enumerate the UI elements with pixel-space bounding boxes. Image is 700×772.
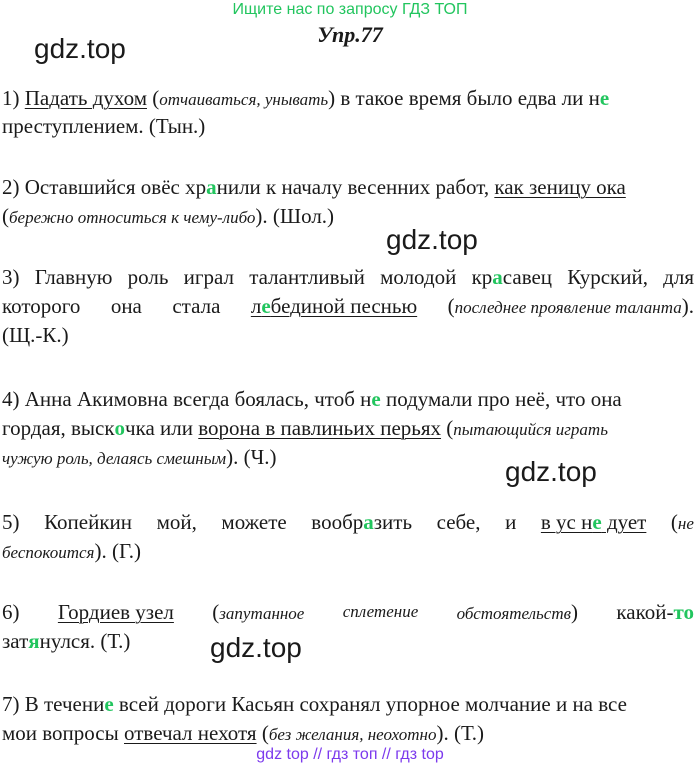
sentence-6-line-2 [2,628,130,654]
highlighted-letter: а [363,510,374,534]
highlighted-letter: е [599,86,610,110]
idiom: как зеницу ока [494,175,626,199]
watermark: gdz.top [210,632,302,663]
idiom-meaning: обстоятельств [456,604,571,623]
word: мой, [156,510,197,534]
text: гордая, выск [2,416,115,440]
text: всей дороги Касьян сохранял упорное молчание и на все [113,692,627,716]
text: какой- [616,600,674,624]
text: ) [570,600,578,624]
watermark: gdz.top [505,456,597,487]
idiom-meaning: пытающийся играть [453,420,608,439]
word: для [663,265,694,289]
text: ( [212,600,220,624]
text: 7) В течени [2,692,105,716]
footer-watermark: gdz top // гдз топ // гдз top [256,746,444,763]
idiom-meaning: последнее проявление таланта [454,298,682,317]
text: 1) [2,86,25,110]
word: можете [221,510,287,534]
text: кр [471,265,493,289]
word: стала [172,294,221,318]
text: ). (Шол.) [255,204,335,228]
highlighted-letter: е [104,692,114,716]
idiom-meaning: запутанное [219,604,305,623]
search-banner: Ищите нас по запросу ГДЗ ТОП [232,1,468,18]
sentence-6-line-1 [2,599,694,627]
text: бединой песнью [270,294,418,318]
word: себе, [436,510,481,534]
word: Главную [34,265,113,289]
text: савец [502,265,553,289]
text: ( [146,86,160,110]
idiom: Гордиев узел [57,600,174,624]
text: ). (Т.) [436,721,484,745]
text: ). (Ч.) [226,445,277,469]
watermark: gdz.top [34,33,126,64]
watermark: gdz.top [386,224,478,255]
idiom-meaning-group [212,599,304,627]
word: молодой [380,265,457,289]
sentence-4-line-2 [2,415,608,443]
word: которого [2,294,81,318]
text: ( [2,204,9,228]
sentence-5-line-1 [2,509,694,537]
text: ( [441,416,454,440]
sentence-2-line-2 [2,203,334,231]
idiom-meaning-group [457,599,578,627]
word: талантливый [249,265,365,289]
exercise-heading: Упр.77 [317,22,383,47]
sentence-7-line-2 [2,720,484,748]
word: роль [127,265,169,289]
highlighted-letter: о [114,416,126,440]
highlighted-letter: а [206,175,217,199]
text: 2) Оставшийся овёс хр [2,175,207,199]
idiom [541,509,646,537]
idiom-meaning: без желания, неохотно [268,725,437,744]
idiom-meaning-group [448,293,694,321]
sentence-4-line-1 [2,386,622,412]
sentence-3-line-2 [2,293,694,321]
idiom [251,293,417,321]
word: Копейкин [44,510,132,534]
idiom-meaning: чужую роль, делаясь смешным [2,449,227,468]
text: л [250,294,262,318]
sentence-5-line-2 [2,538,141,566]
word: 6) [2,600,20,624]
idiom-meaning: бережно относиться к чему-либо [9,208,256,227]
text: 4) Анна Акимовна всегда боялась, чтоб н [2,387,372,411]
sentence-1-line-2: преступлением. (Тын.) [2,114,206,138]
text: ). [681,294,694,318]
text: ). (Г.) [94,539,141,563]
idiom-meaning-group [671,509,694,537]
highlighted-letter: е [592,510,602,534]
sentence-3-line-1 [2,264,694,290]
word: Курский, [567,265,648,289]
word [311,509,412,537]
word: она [110,294,142,318]
sentence-7-line-1 [2,691,627,717]
text: чка или [125,416,199,440]
word: играл [183,265,234,289]
text: ( [447,294,455,318]
text: дует [601,510,647,534]
idiom-meaning: не [677,514,694,533]
text: нулся. (Т.) [39,629,131,653]
text: ( [256,721,269,745]
idiom: Падать духом [24,86,147,110]
highlighted-letter: е [261,294,271,318]
sentence-1-line-1 [2,85,609,113]
sentence-2-line-1 [2,174,626,200]
text: мои вопросы [2,721,124,745]
text: зат [2,629,29,653]
text: вообр [311,510,364,534]
idiom-meaning: сплетение [342,602,419,621]
text: ) в такое время было едва ли н [328,86,600,110]
sentence-3-line-3: (Щ.-К.) [2,323,69,347]
highlighted-letter: а [492,265,503,289]
word [616,599,694,627]
sentence-4-line-3 [2,444,277,472]
highlighted-letter: е [371,387,381,411]
idiom: отвечал нехотя [124,721,257,745]
text: зить [373,510,413,534]
idiom-meaning: беспокоится [2,543,95,562]
word: 3) [2,265,20,289]
word: 5) [2,510,20,534]
text: нили к началу весенних работ, [216,175,495,199]
text: в ус н [540,510,593,534]
word [472,264,552,290]
highlighted-letter: я [28,629,40,653]
highlighted-letter: то [673,600,694,624]
word: и [505,510,517,534]
idiom-meaning: отчаиваться, унывать [159,90,329,109]
idiom: ворона в павлиньих перьях [198,416,442,440]
text: ( [670,510,678,534]
text: подумали про неё, что она [380,387,622,411]
